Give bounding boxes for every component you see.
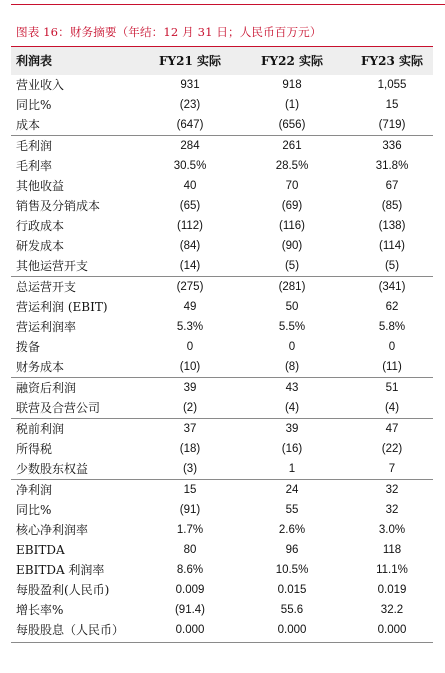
table-row (11, 357, 433, 377)
table-row (11, 439, 433, 459)
row-value-fy23: 7 (388, 463, 396, 475)
row-value-fy21: (2) (182, 402, 198, 414)
row-value-fy21: (84) (179, 240, 201, 252)
row-label: 其他收益 (16, 179, 65, 193)
row-label: 毛利率 (16, 159, 53, 173)
row-label: 同比% (16, 98, 52, 112)
row-value-fy21: 40 (183, 180, 197, 192)
row-value-fy21: 15 (183, 484, 197, 496)
row-value-fy22: (90) (281, 240, 303, 252)
row-value-fy21: 1.7% (176, 524, 204, 536)
row-label: 所得税 (16, 442, 53, 456)
table-row (11, 337, 433, 357)
table-row (11, 600, 433, 620)
table-bottom-rule (11, 642, 433, 643)
row-label: 税前利润 (16, 422, 65, 436)
row-value-fy21: 284 (180, 140, 200, 152)
header-fy21: FY21 实际 (159, 54, 221, 68)
row-value-fy23: (11) (382, 361, 402, 373)
row-value-fy23: (4) (384, 402, 400, 414)
table-row (11, 236, 433, 256)
top-accent-rule (11, 4, 445, 5)
table-row (11, 479, 433, 500)
row-label: 每股股息（人民币） (16, 623, 125, 637)
row-label: 同比% (16, 503, 52, 517)
row-value-fy21: (23) (179, 99, 201, 111)
row-label: 核心净利润率 (16, 523, 89, 537)
row-value-fy21: (65) (179, 200, 201, 212)
row-label: 营运利润率 (16, 320, 77, 334)
table-row (11, 377, 433, 398)
table-row (11, 176, 433, 196)
row-value-fy21: 37 (183, 423, 197, 435)
row-value-fy22: (5) (284, 260, 300, 272)
header-label: 利润表 (16, 54, 53, 68)
row-value-fy22: 70 (285, 180, 299, 192)
table-row (11, 418, 433, 439)
row-value-fy22: (656) (278, 119, 306, 131)
row-value-fy21: (275) (176, 281, 204, 293)
row-value-fy21: (3) (182, 463, 198, 475)
row-label: 研发成本 (16, 239, 65, 253)
table-header (11, 46, 433, 75)
row-value-fy21: 0 (186, 341, 194, 353)
row-value-fy22: (4) (284, 402, 300, 414)
row-value-fy23: 118 (382, 544, 402, 556)
row-value-fy22: 43 (285, 382, 299, 394)
row-value-fy22: 5.5% (278, 321, 306, 333)
row-label: 其他运营开支 (16, 259, 89, 273)
header-fy22: FY22 实际 (261, 54, 323, 68)
row-value-fy22: (8) (284, 361, 300, 373)
row-value-fy23: (138) (378, 220, 406, 232)
row-value-fy22: 24 (285, 484, 299, 496)
table-row (11, 75, 433, 95)
row-value-fy22: (116) (279, 220, 305, 232)
table-row (11, 115, 433, 135)
table-row (11, 459, 433, 479)
row-value-fy21: 30.5% (173, 160, 207, 172)
income-statement-table (11, 75, 433, 640)
row-value-fy23: 32.2 (380, 604, 404, 616)
row-value-fy22: 0 (288, 341, 296, 353)
row-value-fy23: 62 (385, 301, 399, 313)
table-row (11, 196, 433, 216)
row-value-fy22: 28.5% (275, 160, 309, 172)
row-label: 每股盈利(人民币) (16, 583, 110, 597)
table-row (11, 95, 433, 115)
row-value-fy23: 67 (385, 180, 399, 192)
table-row (11, 276, 433, 297)
row-value-fy23: (22) (381, 443, 403, 455)
row-value-fy23: (5) (384, 260, 400, 272)
row-value-fy23: 47 (385, 423, 399, 435)
row-label: 毛利润 (16, 139, 53, 153)
table-row (11, 398, 433, 418)
row-value-fy22: 55 (285, 504, 299, 516)
row-label: 净利润 (16, 483, 53, 497)
row-label: 少数股东权益 (16, 462, 89, 476)
row-value-fy23: 0 (388, 341, 396, 353)
row-value-fy22: 2.6% (278, 524, 306, 536)
row-value-fy23: 0.000 (377, 624, 407, 636)
row-value-fy21: (112) (177, 220, 203, 232)
table-row (11, 560, 433, 580)
row-value-fy23: 31.8% (375, 160, 409, 172)
row-value-fy21: 931 (180, 79, 200, 91)
row-value-fy21: (18) (179, 443, 201, 455)
row-label: 总运营开支 (16, 280, 77, 294)
table-row (11, 297, 433, 317)
row-label: 融资后利润 (16, 381, 77, 395)
row-value-fy22: 0.015 (277, 584, 307, 596)
row-label: 成本 (16, 118, 41, 132)
row-value-fy23: (719) (378, 119, 406, 131)
row-value-fy21: 80 (183, 544, 197, 556)
header-fy23: FY23 实际 (361, 54, 423, 68)
table-row (11, 135, 433, 156)
row-value-fy23: 15 (385, 99, 399, 111)
row-value-fy21: 5.3% (176, 321, 204, 333)
row-value-fy22: 1 (288, 463, 296, 475)
figure-caption: 图表 16：财务摘要（年结：12 月 31 日；人民币百万元） (16, 25, 322, 39)
row-value-fy23: 11.1% (376, 564, 408, 576)
row-value-fy22: 261 (282, 140, 302, 152)
table-row (11, 256, 433, 276)
row-value-fy21: (91.4) (174, 604, 206, 616)
table-row (11, 500, 433, 520)
row-label: 增长率% (16, 603, 64, 617)
row-value-fy22: (16) (281, 443, 303, 455)
row-value-fy22: 96 (285, 544, 299, 556)
row-value-fy21: (647) (176, 119, 204, 131)
table-row (11, 520, 433, 540)
row-value-fy21: 49 (183, 301, 197, 313)
row-value-fy22: 918 (282, 79, 302, 91)
row-value-fy23: 32 (385, 504, 399, 516)
row-value-fy21: 8.6% (176, 564, 204, 576)
row-label: EBITDA (16, 543, 65, 557)
row-label: 营运利润 (EBIT) (16, 300, 108, 314)
row-value-fy21: (14) (179, 260, 201, 272)
row-value-fy23: (85) (381, 200, 403, 212)
row-value-fy21: 39 (183, 382, 197, 394)
row-value-fy21: (91) (179, 504, 201, 516)
row-value-fy23: (341) (378, 281, 406, 293)
row-value-fy22: 55.6 (280, 604, 304, 616)
table-row (11, 580, 433, 600)
table-row (11, 540, 433, 560)
row-value-fy23: 3.0% (378, 524, 406, 536)
row-label: 销售及分销成本 (16, 199, 101, 213)
table-row (11, 216, 433, 236)
row-value-fy22: 0.000 (277, 624, 307, 636)
row-value-fy22: 39 (285, 423, 299, 435)
row-value-fy21: 0.000 (175, 624, 205, 636)
row-label: EBITDA 利润率 (16, 563, 105, 577)
row-value-fy23: 1,055 (377, 79, 407, 91)
row-value-fy22: (281) (278, 281, 306, 293)
row-value-fy23: (114) (379, 240, 405, 252)
table-row (11, 156, 433, 176)
row-label: 行政成本 (16, 219, 65, 233)
row-label: 联营及合营公司 (16, 401, 101, 415)
row-value-fy23: 32 (385, 484, 399, 496)
row-label: 财务成本 (16, 360, 65, 374)
table-row (11, 317, 433, 337)
row-value-fy23: 336 (382, 140, 402, 152)
row-value-fy23: 51 (385, 382, 399, 394)
row-value-fy23: 5.8% (378, 321, 406, 333)
row-value-fy21: 0.009 (175, 584, 205, 596)
row-value-fy22: (1) (284, 99, 300, 111)
row-label: 营业收入 (16, 78, 65, 92)
row-value-fy22: 50 (285, 301, 299, 313)
row-value-fy22: (69) (281, 200, 303, 212)
row-value-fy23: 0.019 (377, 584, 407, 596)
row-value-fy21: (10) (179, 361, 201, 373)
row-value-fy22: 10.5% (275, 564, 309, 576)
row-label: 拨备 (16, 340, 41, 354)
table-row (11, 620, 433, 640)
